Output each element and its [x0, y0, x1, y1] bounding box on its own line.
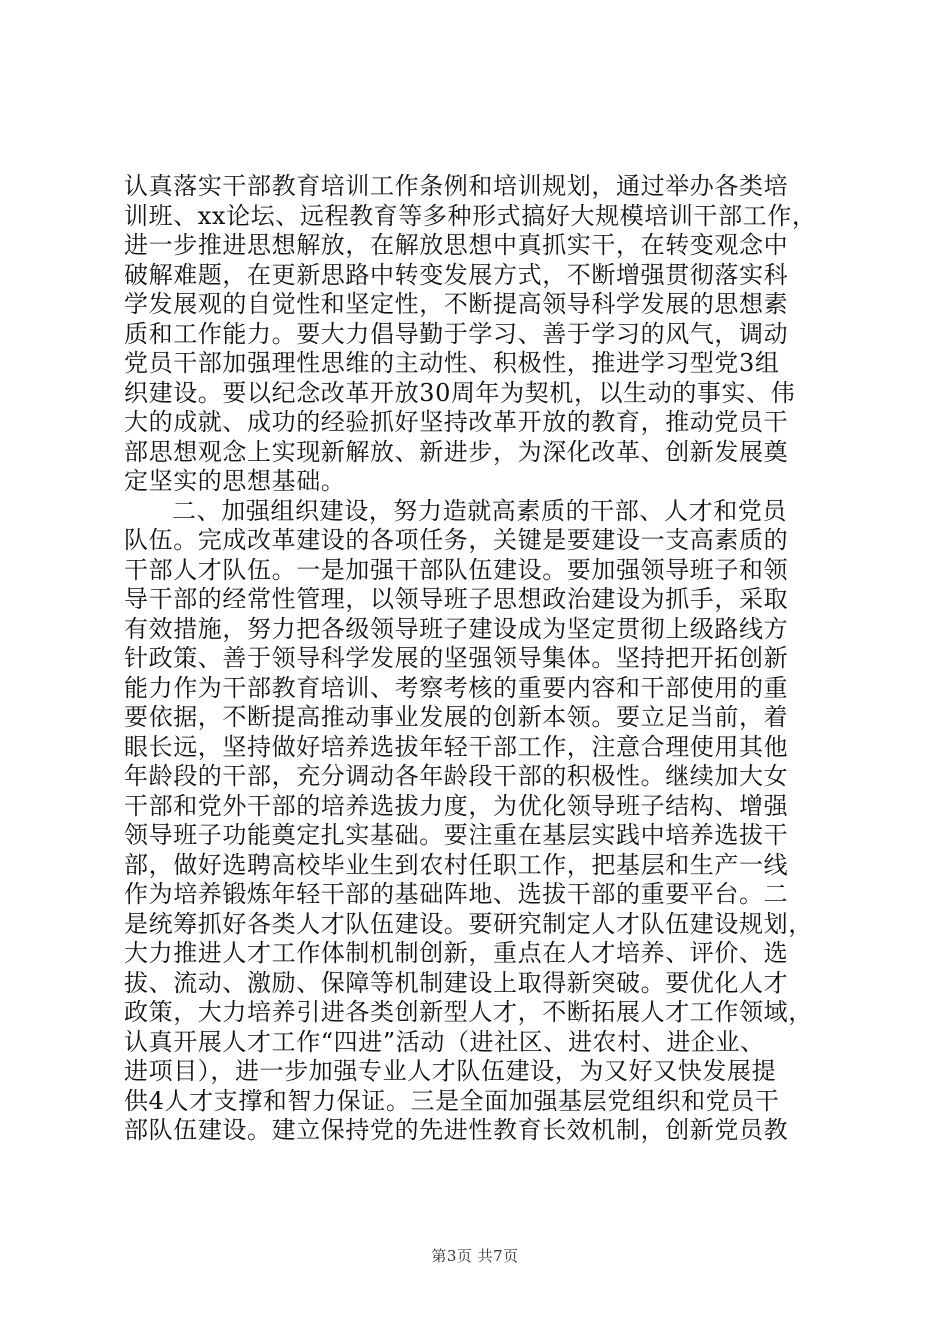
text-line: 拔、流动、激励、保障等机制建设上取得新突破。要优化人才: [124, 968, 789, 997]
text-line: 大的成就、成功的经验抓好坚持改革开放的教育，推动党员干: [124, 408, 789, 436]
text-line: 干部人才队伍。一是加强干部队伍建设。要加强领导班子和领: [124, 555, 789, 584]
text-line: 导干部的经常性管理，以领导班子思想政治建设为抓手，采取: [124, 585, 789, 613]
text-line: 队伍。完成改革建设的各项任务，关键是要建设一支高素质的: [124, 526, 789, 554]
text-line: 大力推进人才工作体制机制创新，重点在人才培养、评价、选: [124, 939, 789, 967]
text-line: 部，做好选聘高校毕业生到农村任职工作，把基层和生产一线: [124, 850, 789, 879]
text-line: 政策，大力培养引进各类创新型人才，不断拓展人才工作领域，: [124, 998, 813, 1026]
text-line: 学发展观的自觉性和坚定性，不断提高领导科学发展的思想素: [124, 290, 789, 318]
text-line: 供4人才支撑和智力保证。三是全面加强基层党组织和党员干: [124, 1086, 780, 1115]
document-body: [124, 172, 840, 1146]
text-line: 织建设。要以纪念改革开放30周年为契机，以生动的事实、伟: [124, 378, 796, 407]
text-line: 质和工作能力。要大力倡导勤于学习、善于学习的风气，调动: [124, 319, 789, 348]
text-line: 二、加强组织建设，努力造就高素质的干部、人才和党员: [172, 496, 787, 525]
text-line: 认真开展人才工作“四进”活动（进社区、进农村、进企业、: [124, 1027, 765, 1056]
text-line: 党员干部加强理性思维的主动性、积极性，推进学习型党3组: [124, 349, 780, 377]
text-line: 部思想观念上实现新解放、新进步，为深化改革、创新发展奠: [124, 437, 789, 466]
text-line: 破解难题，在更新思路中转变发展方式，不断增强贯彻落实科: [124, 260, 789, 289]
text-line: 进一步推进思想解放，在解放思想中真抓实干，在转变观念中: [124, 231, 789, 259]
text-line: 定坚实的思想基础。: [124, 467, 346, 495]
text-line: 进项目），进一步加强专业人才队伍建设，为又好又快发展提: [124, 1057, 777, 1085]
text-line: 能力作为干部教育培训、考察考核的重要内容和干部使用的重: [124, 673, 789, 702]
text-line: 认真落实干部教育培训工作条例和培训规划，通过举办各类培: [124, 172, 789, 200]
text-line: 年龄段的干部，充分调动各年龄段干部的积极性。继续加大女: [124, 762, 789, 790]
text-line: 作为培养锻炼年轻干部的基础阵地、选拔干部的重要平台。二: [124, 880, 789, 908]
text-line: 有效措施，努力把各级领导班子建设成为坚定贯彻上级路线方: [124, 614, 789, 643]
text-line: 领导班子功能奠定扎实基础。要注重在基层实践中培养选拔干: [124, 821, 789, 849]
page-footer: 第3页 共7页: [431, 1247, 519, 1265]
text-line: 训班、xx论坛、远程教育等多种形式搞好大规模培训干部工作，: [124, 201, 817, 230]
text-line: 是统筹抓好各类人才队伍建设。要研究制定人才队伍建设规划，: [124, 909, 813, 938]
text-line: 部队伍建设。建立保持党的先进性教育长效机制，创新党员教: [124, 1116, 789, 1144]
text-line: 干部和党外干部的培养选拔力度，为优化领导班子结构、增强: [124, 791, 789, 820]
text-line: 针政策、善于领导科学发展的坚强领导集体。坚持把开拓创新: [124, 644, 789, 672]
text-line: 眼长远，坚持做好培养选拔年轻干部工作，注意合理使用其他: [124, 732, 789, 761]
text-line: 要依据，不断提高推动事业发展的创新本领。要立足当前，着: [124, 703, 789, 731]
